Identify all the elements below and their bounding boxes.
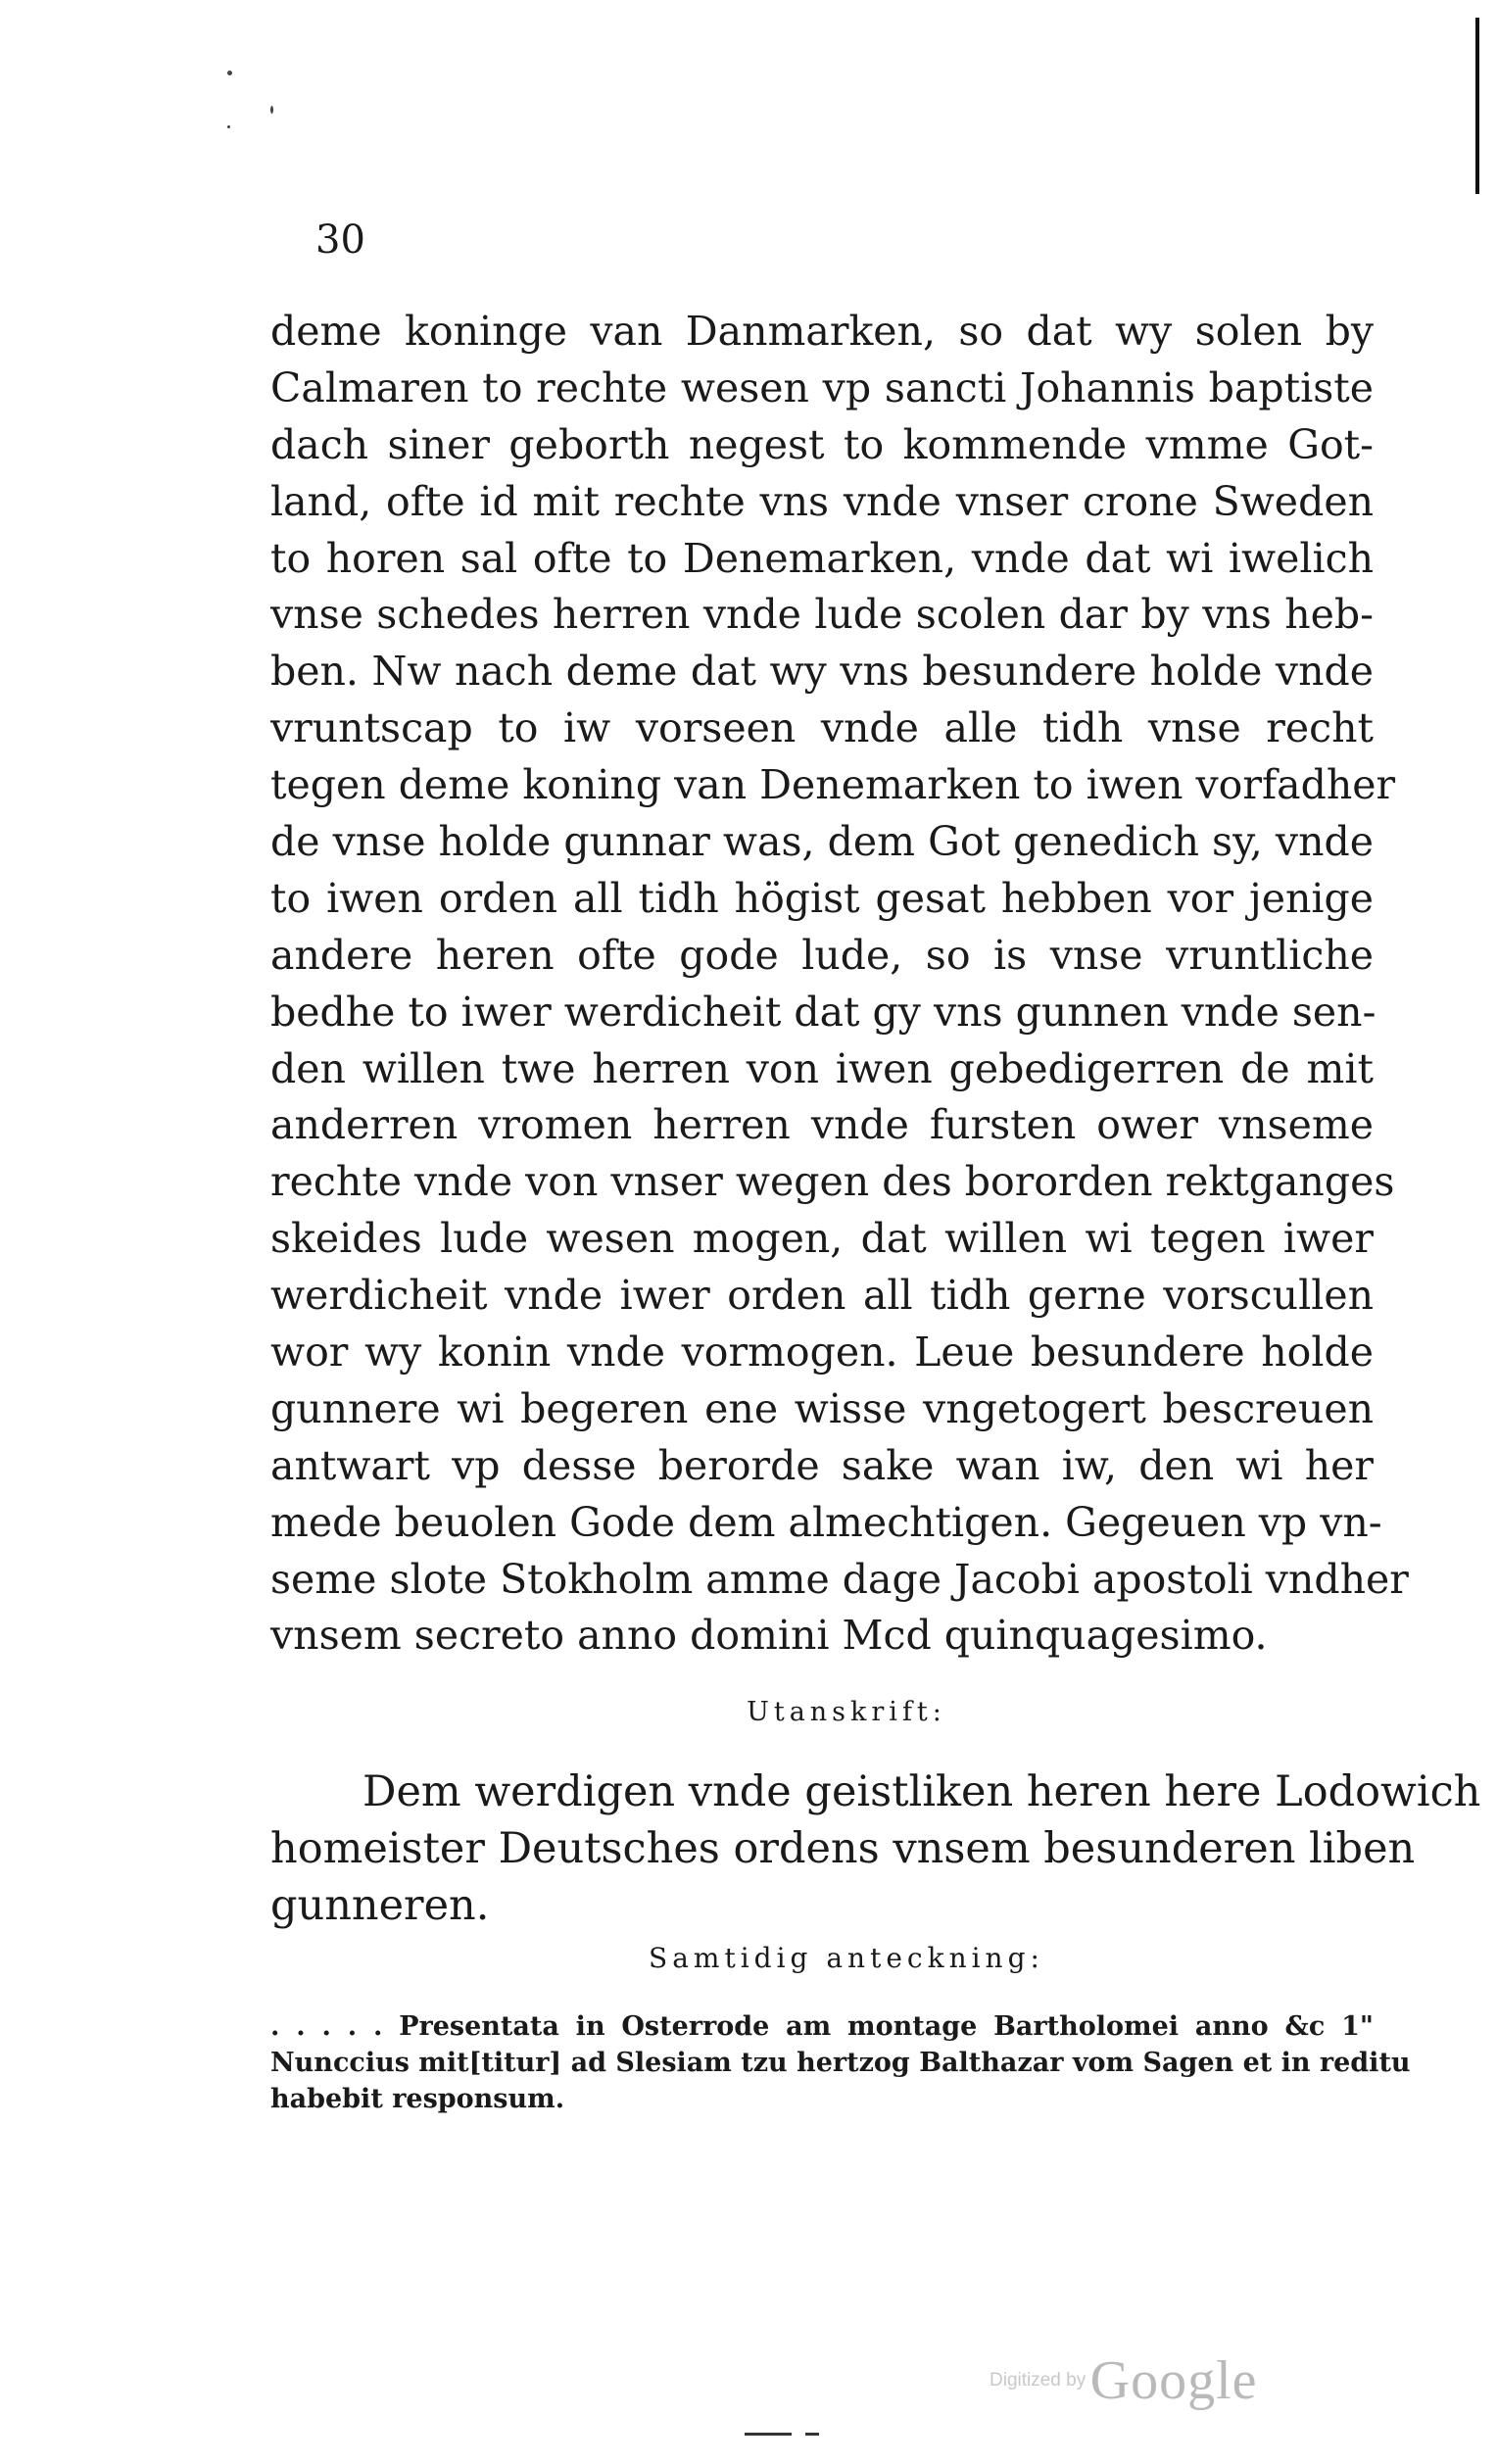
body-line: vnsem secreto anno domini Mcd quinquagesimo. [270, 1612, 1268, 1660]
address-line: gunneren. [270, 1881, 490, 1930]
scan-speck [227, 125, 230, 128]
body-line: de vnse holde gunnar was, dem Got genedich sy, vnde [270, 818, 1374, 866]
body-line: rechte vnde von vnser wegen des bororden rektganges [270, 1158, 1395, 1206]
body-line: den willen twe herren von iwen gebedigerren de mit [270, 1044, 1374, 1092]
address-line: homeister Deutsches ordens vnsem besunderen liben [270, 1824, 1416, 1873]
body-line: deme koninge van Danmarken, so dat wy solen by [270, 308, 1374, 355]
body-line: vnse schedes herren vnde lude scolen dar by vns heb- [270, 591, 1374, 639]
body-line: ben. Nw nach deme dat wy vns besundere holde vnde [270, 648, 1374, 696]
note-heading: Samtidig anteckning: [649, 1942, 1044, 1974]
body-line: land, ofte id mit rechte vns vnde vnser crone Sweden [270, 477, 1374, 525]
body-line: anderren vromen herren vnde fursten ower vnseme [270, 1101, 1374, 1149]
body-line: dach siner geborth negest to kommende vmme Got- [270, 420, 1374, 468]
body-line: antwart vp desse berorde sake wan iw, den wi her [270, 1441, 1374, 1489]
body-line: to horen sal ofte to Denemarken, vnde dat wi iwelich [270, 534, 1374, 582]
body-line: skeides lude wesen mogen, dat willen wi tegen iwer [270, 1215, 1374, 1263]
note-line: Nunccius mit[titur] ad Slesiam tzu hertzog Balthazar vom Sagen et in reditu [270, 2048, 1411, 2078]
body-line: andere heren ofte gode lude, so is vnse vruntliche [270, 931, 1374, 979]
body-line: werdicheit vnde iwer orden all tidh gerne vorscullen [270, 1272, 1374, 1320]
body-line: bedhe to iwer werdicheit dat gy vns gunnen vnde sen- [270, 988, 1376, 1036]
footer-dash [745, 2433, 792, 2436]
body-line: gunnere wi begeren ene wisse vngetogert bescreuen [270, 1384, 1374, 1432]
address-heading: Utanskrift: [747, 1697, 946, 1727]
scan-edge-line [1475, 18, 1479, 194]
note-line: . . . . . Presentata in Osterrode am montage Bartholomei anno &c 1" [270, 2011, 1374, 2042]
body-line: vruntscap to iw vorseen vnde alle tidh vnse recht [270, 704, 1374, 752]
footer-dash [805, 2433, 819, 2436]
contemporary-note [270, 2008, 1411, 2117]
body-line: to iwen orden all tidh högist gesat hebben vor jenige [270, 874, 1374, 922]
address-line: Dem werdigen vnde geistliken heren here Lodowich [362, 1767, 1481, 1816]
letter-body [270, 304, 1409, 1665]
body-line: mede beuolen Gode dem almechtigen. Gegeuen vp vn- [270, 1498, 1382, 1546]
google-logo: Google [1089, 2350, 1258, 2411]
body-line: Calmaren to rechte wesen vp sancti Johannis baptiste [270, 363, 1374, 411]
scan-speck [227, 71, 232, 75]
watermark-prefix: Digitized by [990, 2370, 1087, 2391]
page-number: 30 [315, 217, 365, 263]
scan-speck [270, 106, 273, 114]
body-line: tegen deme koning van Denemarken to iwen vorfadher [270, 761, 1396, 809]
digitized-watermark [990, 2349, 1258, 2412]
body-line: seme slote Stokholm amme dage Jacobi apostoli vndher [270, 1555, 1409, 1603]
body-line: wor wy konin vnde vormogen. Leue besundere holde [270, 1329, 1374, 1377]
note-line: habebit responsum. [270, 2084, 565, 2114]
address-block [270, 1763, 1481, 1934]
